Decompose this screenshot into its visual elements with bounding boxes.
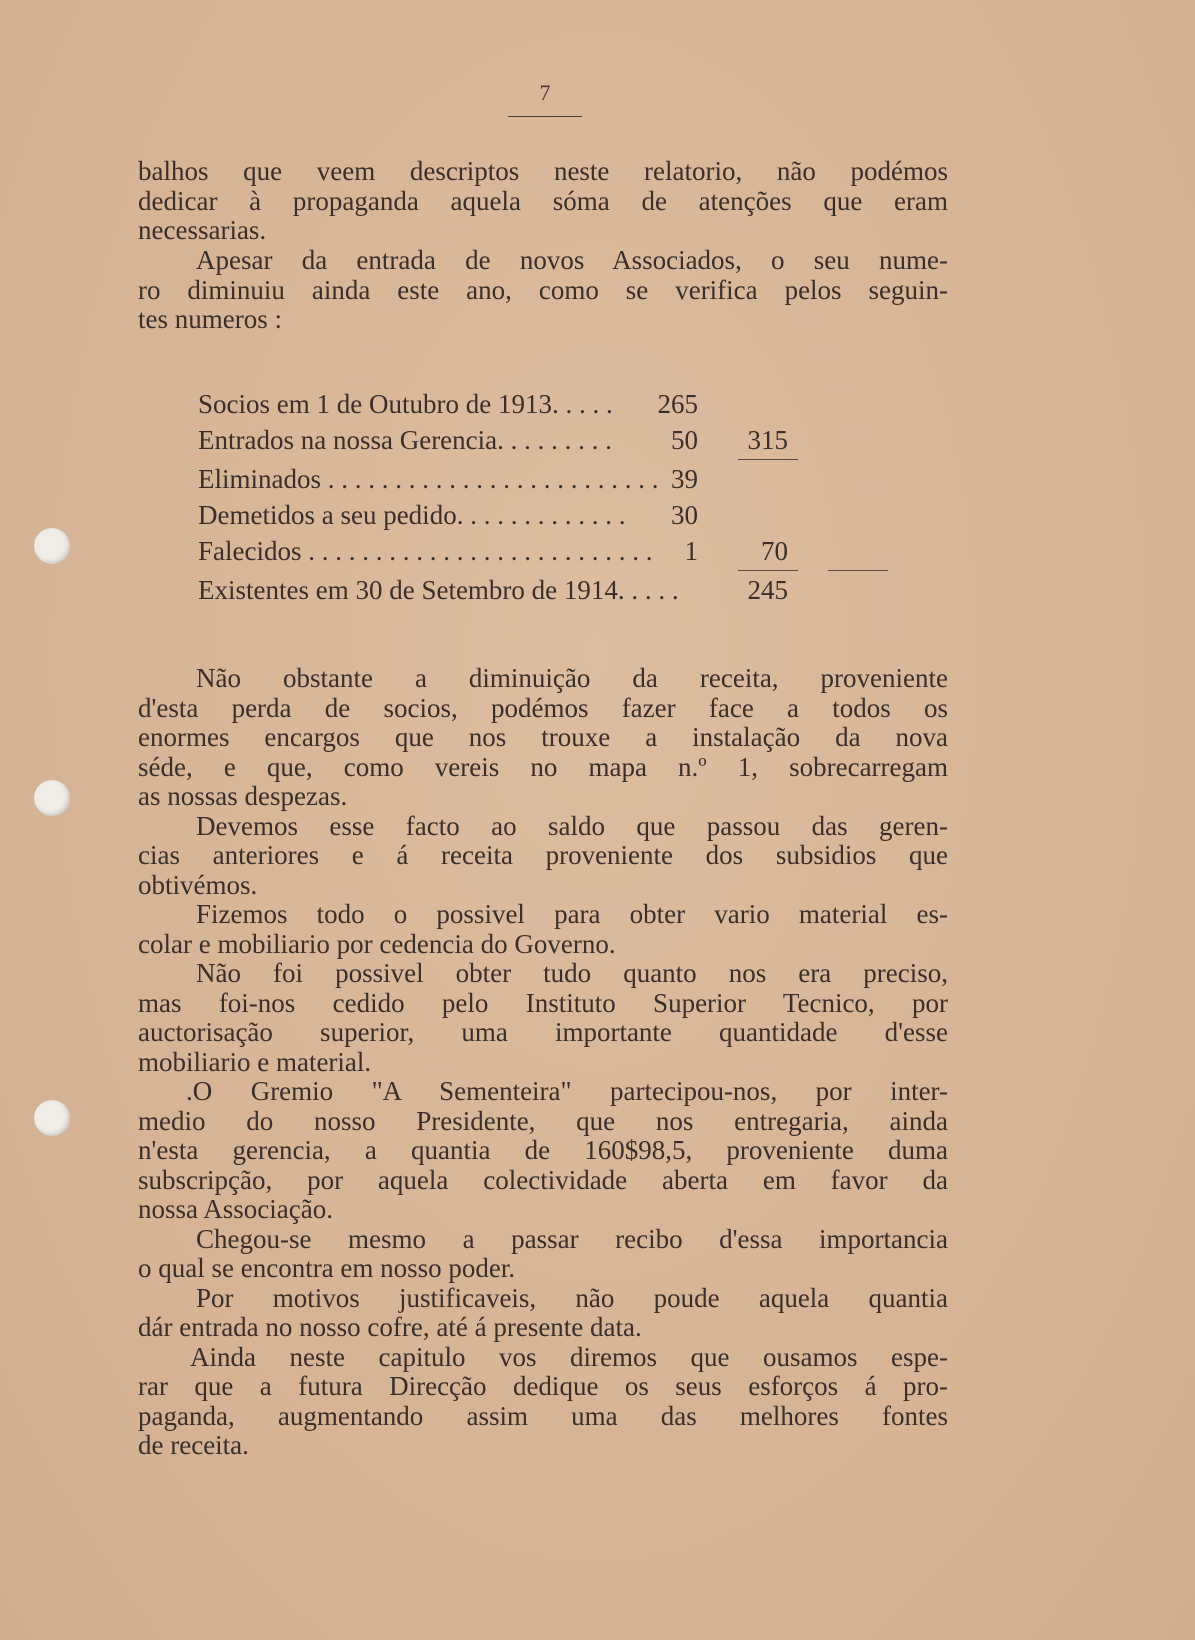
text-line: Apesar da entrada de novos Associados, o seu nume- bbox=[196, 245, 948, 275]
table-row bbox=[198, 425, 898, 461]
text-line: cias anteriores e á receita proveniente dos subsidios que bbox=[138, 840, 948, 870]
row-value: 1 bbox=[684, 536, 698, 566]
text-line: mobiliario e material. bbox=[138, 1046, 372, 1077]
text-line: rar que a futura Direcção dedique os seus esforços á pro- bbox=[138, 1371, 948, 1401]
row-value: 50 bbox=[671, 425, 698, 455]
text-line: Ainda neste capitulo vos diremos que ousamos espe- bbox=[190, 1341, 948, 1372]
text-line: dedicar à propaganda aquela sóma de atenções que eram bbox=[138, 185, 948, 216]
table-row bbox=[198, 464, 898, 500]
text-line: Não obstante a diminuição da receita, proveniente bbox=[196, 663, 948, 693]
text-line: o qual se encontra em nosso poder. bbox=[138, 1253, 516, 1283]
text-line: subscripção, por aquela colectividade aberta em favor da bbox=[138, 1164, 948, 1195]
punch-hole bbox=[34, 1100, 70, 1136]
text-line: de receita. bbox=[138, 1430, 249, 1460]
text-line: obtivémos. bbox=[138, 869, 258, 900]
text-line: balhos que veem descriptos neste relatorio, não podémos bbox=[138, 156, 948, 186]
row-label: Existentes em 30 de Setembro de 1914. . . . . bbox=[198, 575, 679, 605]
text-line: ro diminuiu ainda este ano, como se verifica pelos seguin- bbox=[138, 274, 948, 305]
text-line: Por motivos justificaveis, não poude aquela quantia bbox=[196, 1282, 948, 1313]
text-line: Chegou-se mesmo a passar recibo d'essa importancia bbox=[196, 1223, 948, 1254]
text-line: séde, e que, como vereis no mapa n.º 1, sobrecarregam bbox=[138, 751, 948, 782]
subtotal-rule bbox=[738, 570, 798, 571]
body-text bbox=[138, 664, 948, 1461]
row-label: Falecidos . . . . . . . . . . . . . . . . . . . . . . . . . . bbox=[198, 536, 653, 566]
row-total: 245 bbox=[747, 575, 788, 605]
text-line: auctorisação superior, uma importante quantidade d'esse bbox=[138, 1017, 948, 1047]
page-number: 7 bbox=[539, 80, 551, 105]
intro-paragraph bbox=[138, 157, 948, 246]
row-total: 315 bbox=[747, 425, 788, 455]
text-line: Devemos esse facto ao saldo que passou das geren- bbox=[196, 810, 948, 841]
text-line: tes numeros : bbox=[138, 304, 282, 334]
table-row bbox=[198, 389, 898, 425]
text-line: as nossas despezas. bbox=[138, 781, 348, 811]
text-line: colar e mobiliario por cedencia do Governo. bbox=[138, 928, 616, 959]
page-number-rule bbox=[508, 116, 582, 117]
row-label: Demetidos a seu pedido. . . . . . . . . . . . . bbox=[198, 500, 626, 530]
text-line: Não foi possivel obter tudo quanto nos era preciso, bbox=[196, 958, 948, 988]
text-line: nossa Associação. bbox=[138, 1194, 333, 1224]
row-label: Socios em 1 de Outubro de 1913. . . . . bbox=[198, 389, 613, 419]
row-label: Eliminados . . . . . . . . . . . . . . . . . . . . . . . . . bbox=[198, 464, 659, 494]
text-line: mas foi-nos cedido pelo Instituto Superior Tecnico, por bbox=[138, 987, 948, 1018]
punch-hole bbox=[34, 528, 70, 564]
row-total: 70 bbox=[761, 536, 788, 566]
text-line: enormes encargos que nos trouxe a instalação da nova bbox=[138, 722, 948, 752]
row-label: Entrados na nossa Gerencia. . . . . . . . . bbox=[198, 425, 612, 455]
table-row bbox=[198, 500, 898, 536]
row-value: 265 bbox=[657, 389, 698, 419]
text-line: medio do nosso Presidente, que nos entregaria, ainda bbox=[138, 1105, 948, 1136]
members-intro-paragraph bbox=[138, 246, 948, 335]
table-row bbox=[198, 536, 898, 572]
text-line: .O Gremio "A Sementeira" partecipou-nos, por inter- bbox=[186, 1076, 948, 1106]
text-line: n'esta gerencia, a quantia de 160$98,5, proveniente duma bbox=[138, 1135, 948, 1165]
subtotal-rule bbox=[738, 459, 798, 460]
row-value: 30 bbox=[671, 500, 698, 530]
text-line: necessarias. bbox=[138, 215, 267, 245]
text-line: paganda, augmentando assim uma das melhores fontes bbox=[138, 1400, 948, 1431]
text-line: Fizemos todo o possivel para obter vario material es- bbox=[196, 899, 948, 929]
total-rule bbox=[828, 570, 888, 571]
row-value: 39 bbox=[671, 464, 698, 494]
text-line: d'esta perda de socios, podémos fazer face a todos os bbox=[138, 692, 948, 723]
punch-hole bbox=[34, 780, 70, 816]
table-row bbox=[198, 575, 898, 611]
text-line: dár entrada no nosso cofre, até á presente data. bbox=[138, 1312, 642, 1342]
